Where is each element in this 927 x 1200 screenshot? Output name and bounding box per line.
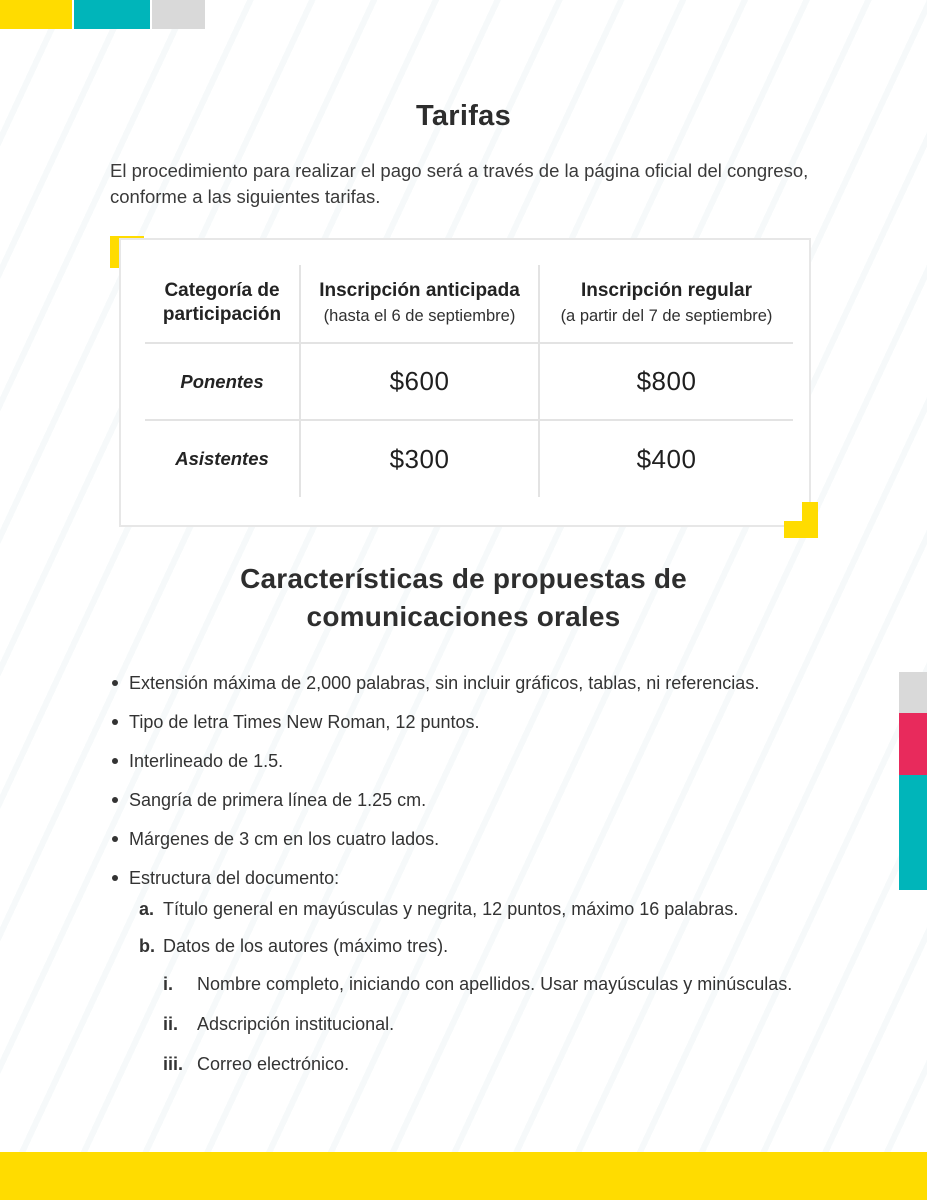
column-title: Categoría de participación (162, 280, 282, 325)
tariffs-table (145, 265, 793, 497)
column-header-early (300, 265, 539, 343)
row-category: Asistentes (145, 420, 300, 497)
section-heading (0, 560, 927, 636)
decor-strip-pink (899, 713, 927, 775)
card-corner-bracket-bottom-right (784, 502, 818, 538)
right-decorative-strip (899, 672, 927, 890)
column-header-regular (539, 265, 793, 343)
column-title: Inscripción anticipada (319, 280, 520, 301)
price-regular: $800 (539, 343, 793, 420)
decor-strip-gray (899, 672, 927, 713)
decor-square-yellow (0, 0, 72, 29)
list-item (163, 970, 819, 998)
item-marker: a. (139, 899, 155, 919)
price-early: $300 (300, 420, 539, 497)
item-marker: i. (163, 974, 174, 994)
list-item: Tipo de letra Times New Roman, 12 puntos. (110, 711, 850, 734)
item-marker: b. (139, 936, 155, 956)
decor-square-teal (74, 0, 150, 29)
list-item: Interlineado de 1.5. (110, 750, 850, 773)
column-header-category (145, 265, 300, 343)
item-marker: ii. (163, 1014, 179, 1034)
page-title: Tarifas (415, 100, 512, 132)
item-text: Correo electrónico. (197, 1054, 350, 1074)
item-text: Nombre completo, iniciando con apellidos. Usar mayúsculas y minúsculas. (197, 974, 793, 994)
column-subtitle: (a partir del 7 de septiembre) (560, 307, 773, 325)
list-item: Márgenes de 3 cm en los cuatro lados. (110, 828, 850, 851)
table-row (145, 343, 793, 420)
price-regular: $400 (539, 420, 793, 497)
table-header-row (145, 265, 793, 343)
list-item: Sangría de primera línea de 1.25 cm. (110, 789, 850, 812)
list-item (139, 898, 849, 921)
item-text: Título general en mayúsculas y negrita, 12 puntos, máximo 16 palabras. (163, 899, 739, 919)
item-text: Adscripción institucional. (197, 1014, 395, 1034)
price-early: $600 (300, 343, 539, 420)
intro-paragraph: El procedimiento para realizar el pago será a través de la página oficial del congreso, conforme a las siguientes tarifas. (110, 160, 809, 207)
list-item: Estructura del documento: (110, 867, 850, 890)
row-category: Ponentes (145, 343, 300, 420)
list-item (163, 1010, 819, 1038)
decor-square-gray (152, 0, 205, 29)
bottom-yellow-bar (0, 1152, 927, 1200)
list-item: Extensión máxima de 2,000 palabras, sin incluir gráficos, tablas, ni referencias. (110, 672, 850, 695)
table-row (145, 420, 793, 497)
decor-strip-teal (899, 775, 927, 890)
section-heading-line2: comunicaciones orales (306, 601, 621, 632)
section-heading-line1: Características de propuestas de (240, 563, 687, 594)
column-subtitle: (hasta el 6 de septiembre) (323, 307, 516, 325)
requirements-bullet-list (110, 672, 850, 906)
item-text: Datos de los autores (máximo tres). (163, 936, 449, 956)
item-marker: iii. (163, 1054, 184, 1074)
top-decorative-squares (0, 0, 205, 29)
tariffs-card (119, 238, 811, 527)
lettered-sublist (139, 898, 849, 972)
list-item (163, 1050, 819, 1078)
roman-numbered-sublist (163, 970, 819, 1090)
list-item (139, 935, 849, 958)
column-title: Inscripción regular (580, 280, 753, 301)
